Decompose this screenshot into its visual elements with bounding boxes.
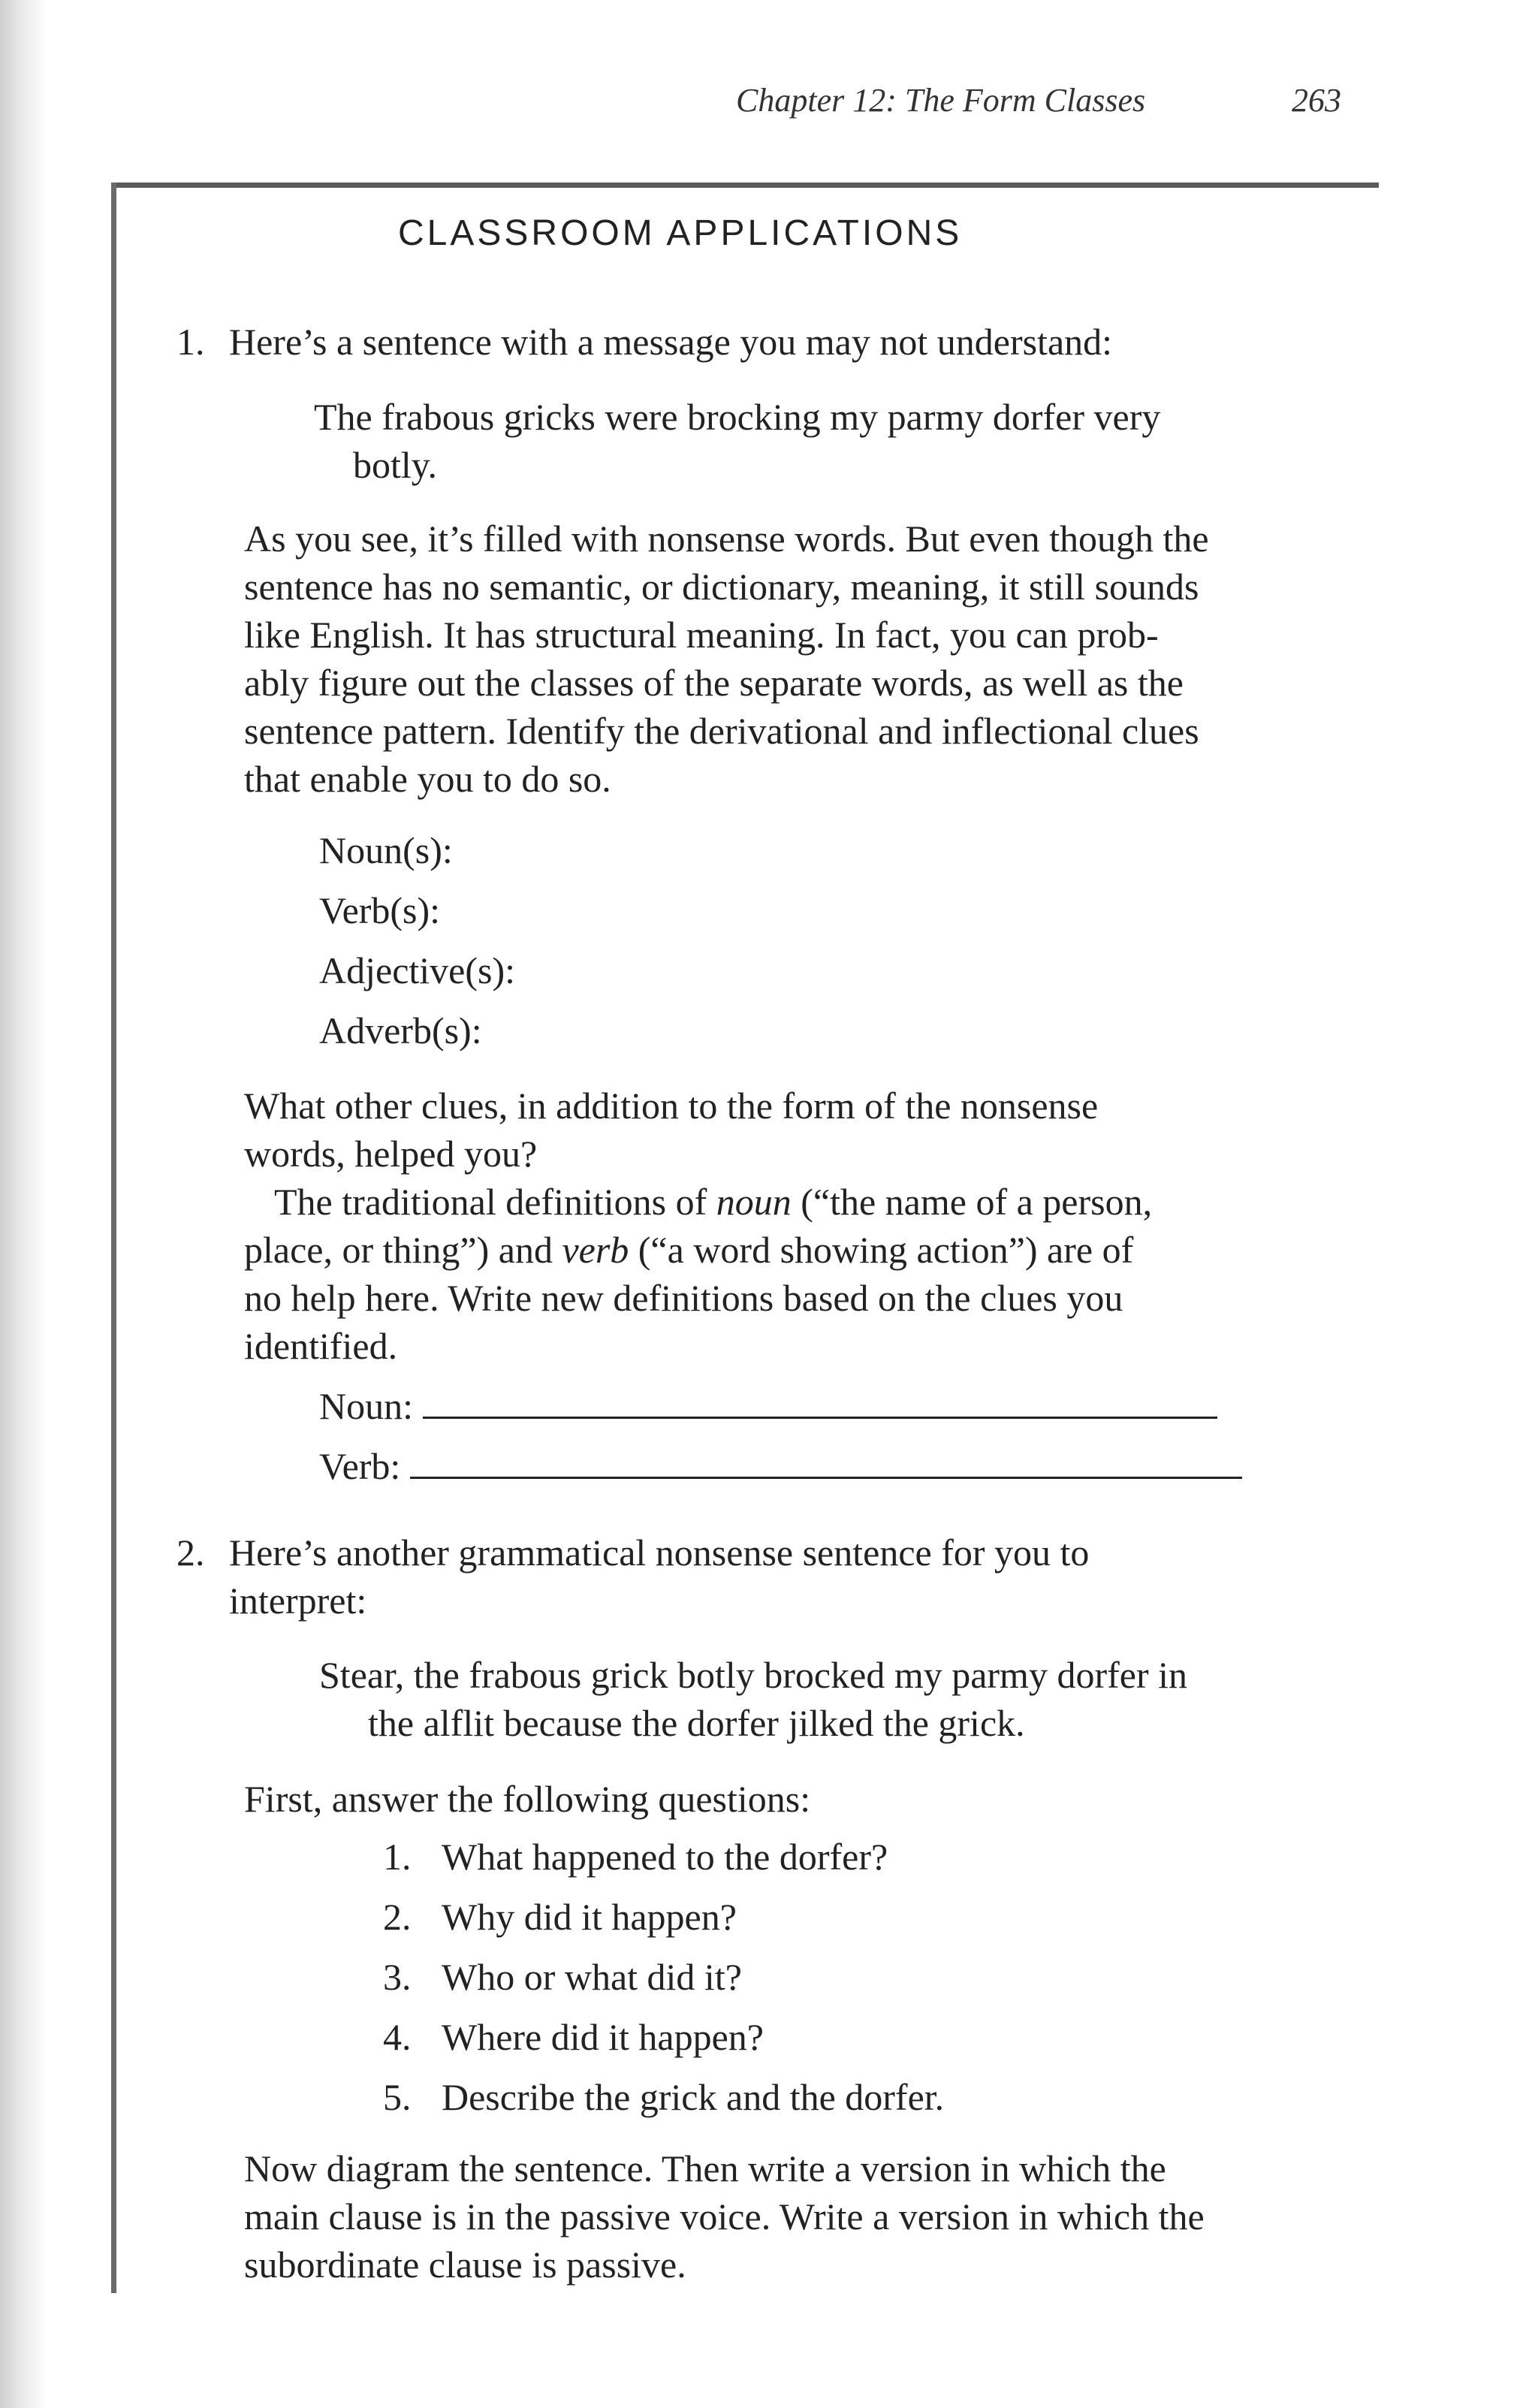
- q2-final-line: main clause is in the passive voice. Write a version in which the: [244, 2195, 1205, 2238]
- verb-definition-label: Verb:: [319, 1445, 401, 1487]
- q1-other-clues-line-1: What other clues, in addition to the form of the nonsense: [244, 1085, 1099, 1127]
- section-heading: CLASSROOM APPLICATIONS: [398, 213, 963, 253]
- q2-number: 2.: [176, 1531, 205, 1574]
- q1-definitions-line-3: no help here. Write new definitions based on the clues you: [244, 1277, 1123, 1319]
- q1-definitions-line-4: identified.: [244, 1325, 398, 1367]
- q2-intro-line-2: interpret:: [229, 1580, 367, 1622]
- noun-term: noun: [716, 1181, 792, 1223]
- q2-intro-line-1: Here’s another grammatical nonsense sentence for you to: [229, 1531, 1090, 1574]
- q1-definitions-line-1: The traditional definitions of noun (“the name of a person,: [274, 1181, 1153, 1223]
- q2-question-number: 5.: [383, 2076, 412, 2118]
- q1-paragraph-line: sentence pattern. Identify the derivational and inflectional clues: [244, 710, 1199, 752]
- q2-question-number: 3.: [383, 1956, 412, 1998]
- field-adjectives-label: Adjective(s):: [319, 949, 516, 991]
- q2-example-line-2: the alflit because the dorfer jilked the grick.: [368, 1702, 1025, 1744]
- field-verbs-label: Verb(s):: [319, 889, 441, 931]
- running-head: Chapter 12: The Form Classes: [736, 82, 1146, 119]
- q1-example-line-2: botly.: [353, 444, 438, 486]
- book-spine-shadow: [0, 0, 45, 2408]
- q1-paragraph-line: like English. It has structural meaning. In fact, you can prob-: [244, 614, 1159, 656]
- q2-question-number: 4.: [383, 2016, 412, 2058]
- q1-paragraph-line: ably figure out the classes of the separate words, as well as the: [244, 662, 1184, 704]
- verb-term: verb: [562, 1229, 629, 1271]
- q2-final-line: subordinate clause is passive.: [244, 2244, 686, 2286]
- q1-definitions-line-2: place, or thing”) and verb (“a word showing action”) are of: [244, 1229, 1134, 1271]
- q1-other-clues-line-2: words, helped you?: [244, 1133, 538, 1175]
- q2-question-text: Describe the grick and the dorfer.: [442, 2076, 945, 2118]
- q2-question-text: What happened to the dorfer?: [442, 1836, 888, 1878]
- q2-question-text: Where did it happen?: [442, 2016, 764, 2058]
- q2-question-number: 1.: [383, 1836, 412, 1878]
- field-nouns-label: Noun(s):: [319, 829, 453, 871]
- page-number: 263: [1292, 82, 1341, 119]
- box-top-rule: [111, 183, 1379, 188]
- noun-definition-label: Noun:: [319, 1385, 413, 1427]
- q1-number: 1.: [176, 321, 205, 363]
- q2-question-text: Who or what did it?: [442, 1956, 742, 1998]
- q1-intro: Here’s a sentence with a message you may not understand:: [229, 321, 1113, 363]
- q1-paragraph-line: As you see, it’s filled with nonsense words. But even though the: [244, 518, 1209, 560]
- verb-definition-blank[interactable]: [410, 1444, 1242, 1479]
- q1-paragraph-line: that enable you to do so.: [244, 758, 611, 800]
- verb-definition-row: [319, 1442, 1242, 1490]
- box-left-rule: [111, 183, 116, 2293]
- q2-question-number: 2.: [383, 1896, 412, 1938]
- q1-example-line-1: The frabous gricks were brocking my parmy dorfer very: [314, 396, 1161, 438]
- q2-final-line: Now diagram the sentence. Then write a version in which the: [244, 2147, 1166, 2189]
- field-adverbs-label: Adverb(s):: [319, 1009, 482, 1052]
- q2-first-instruction: First, answer the following questions:: [244, 1778, 811, 1820]
- q1-paragraph-line: sentence has no semantic, or dictionary, meaning, it still sounds: [244, 566, 1199, 608]
- noun-definition-row: [319, 1382, 1217, 1430]
- q2-example-line-1: Stear, the frabous grick botly brocked my parmy dorfer in: [319, 1654, 1187, 1696]
- noun-definition-blank[interactable]: [423, 1384, 1217, 1419]
- q2-question-text: Why did it happen?: [442, 1896, 737, 1938]
